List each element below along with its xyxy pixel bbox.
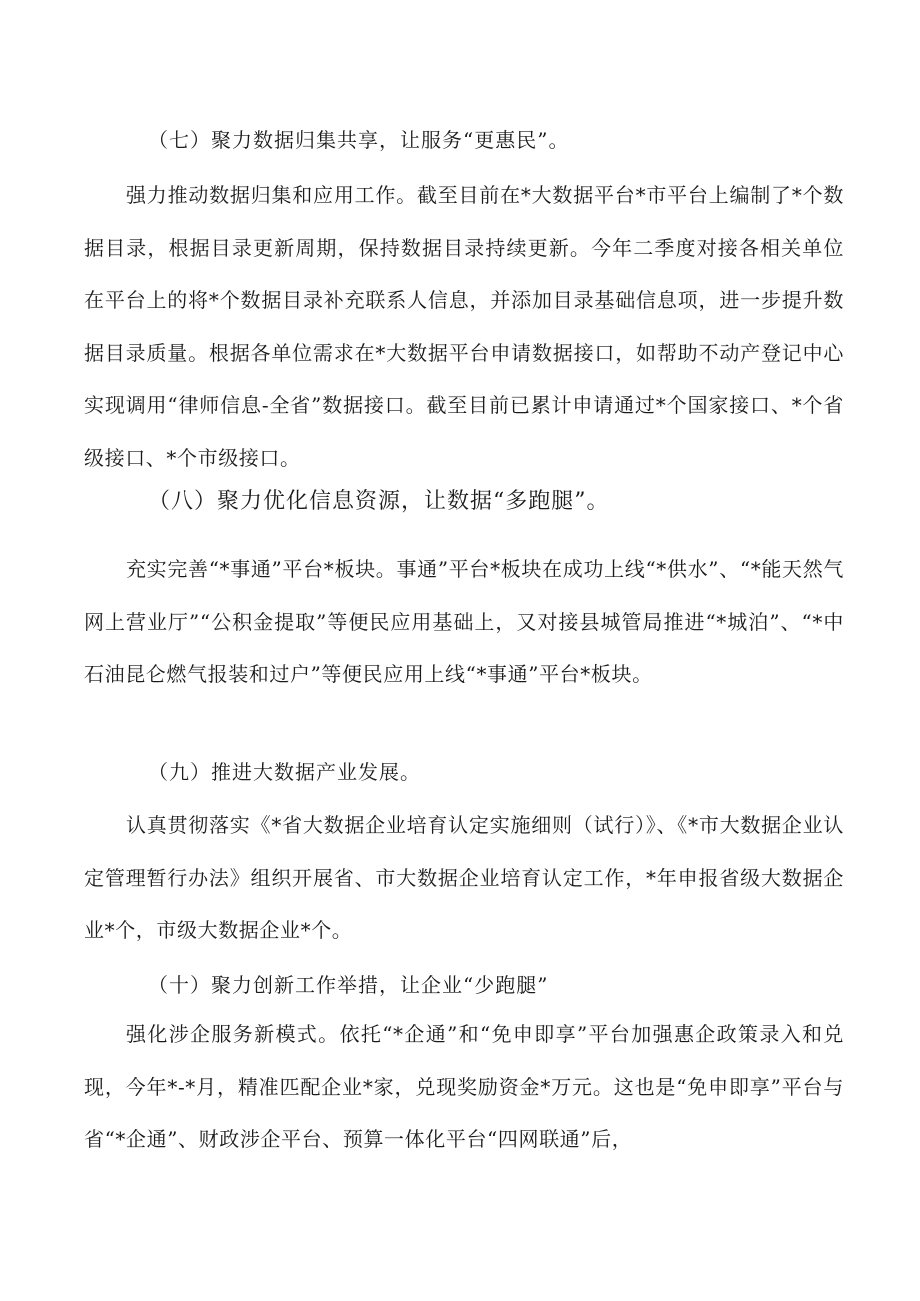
section-9-heading: （九）推进大数据产业发展。 xyxy=(148,760,421,784)
section-8-heading: （八）聚力优化信息资源，让数据“多跑腿”。 xyxy=(148,489,610,514)
section-10-body: 强化涉企服务新模式。依托“*企通”和“免申即享”平台加强惠企政策录入和兑现，今年*-*月，精准匹配企业*家，兑现奖励资金*万元。这也是“免申即享”平台与省“*企通”、财政涉企平台、预算一体化平台“四网联通”后， xyxy=(84,1022,844,1151)
section-9-body: 认真贯彻落实《*省大数据企业培育认定实施细则（试行）》、《*市大数据企业认定管理暂行办法》组织开展省、市大数据企业培育认定工作，*年申报省级大数据企业*个，市级大数据企业*个。 xyxy=(84,813,844,942)
section-10-heading: （十）聚力创新工作举措，让企业“少跑腿” xyxy=(148,973,549,997)
section-8-body: 充实完善“*事通”平台*板块。事通”平台*板块在成功上线“*供水”、“*能天然气网上营业厅”“公积金提取”等便民应用基础上，又对接县城管局推进“*城泊”、“*中石油昆仑燃气报装和过户”等便民应用上线“*事通”平台*板块。 xyxy=(84,557,844,686)
section-7-body: 强力推动数据归集和应用工作。截至目前在*大数据平台*市平台上编制了*个数据目录，根据目录更新周期，保持数据目录持续更新。今年二季度对接各相关单位在平台上的将*个数据目录补充联系人信息，并添加目录基础信息项，进一步提升数据目录质量。根据各单位需求在*大数据平台申请数据接口，如帮助不动产登记中心实现调用“律师信息-全省”数据接口。截至目前已累计申请通过*个国家接口、*个省级接口、*个市级接口。 xyxy=(84,183,844,470)
section-7-heading: （七）聚力数据归集共享，让服务“更惠民”。 xyxy=(148,128,570,152)
